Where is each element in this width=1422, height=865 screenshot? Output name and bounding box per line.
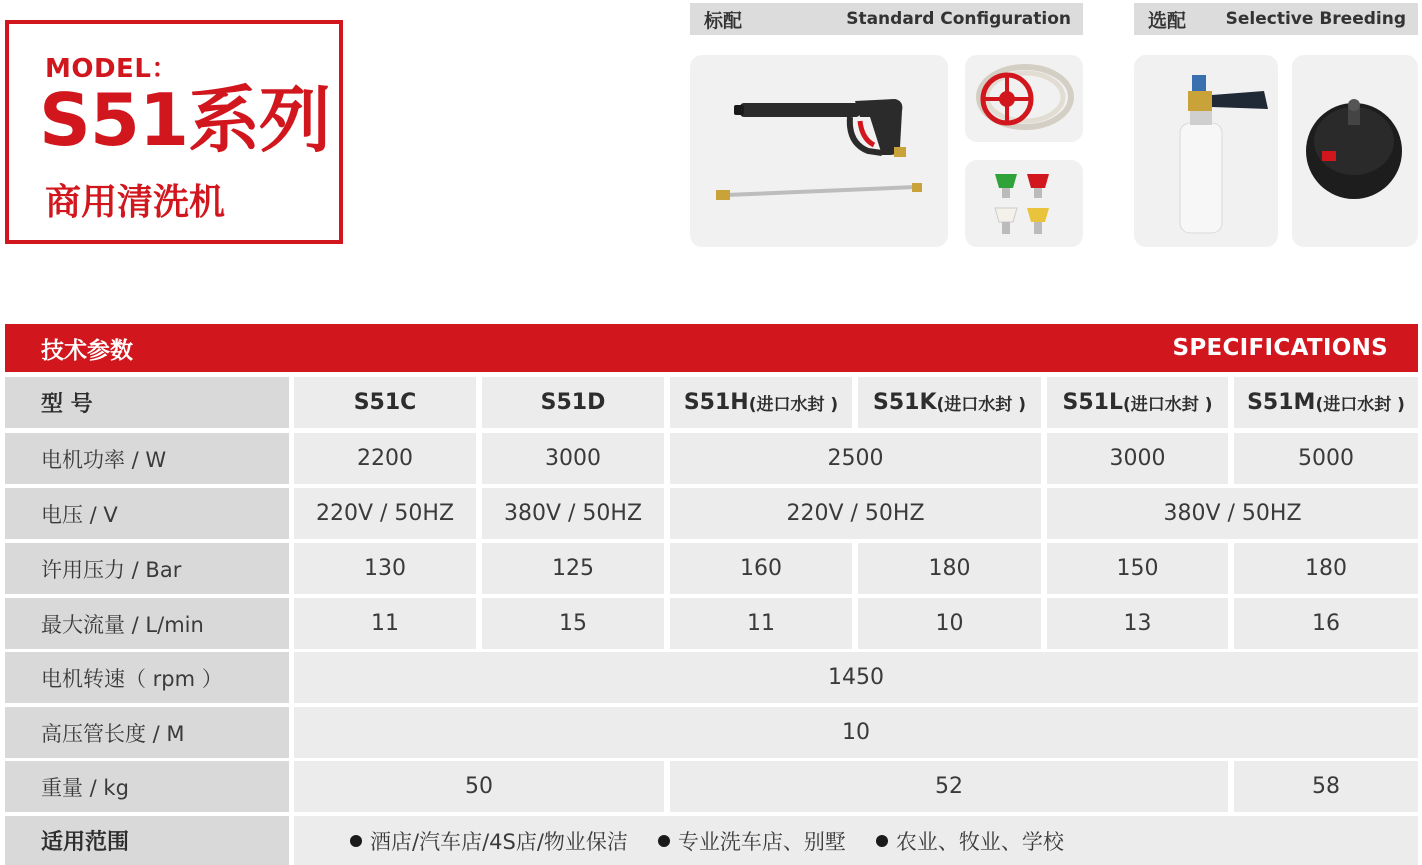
spec-power-s51m: 5000 xyxy=(1234,433,1418,484)
spec-pressure-s51c: 130 xyxy=(294,543,476,594)
spec-model-s51k-name: S51K xyxy=(873,390,937,415)
spec-row-label-power: 电机功率 / W xyxy=(5,433,289,484)
standard-config-header xyxy=(690,3,1083,35)
spec-pressure-s51l: 150 xyxy=(1047,543,1228,594)
model-subtitle: 商用清洗机 xyxy=(45,182,226,223)
scope-item-text: 农业、牧业、学校 xyxy=(895,829,1064,854)
spec-voltage-s51h-s51k: 220V / 50HZ xyxy=(670,488,1041,539)
spec-model-s51k xyxy=(858,377,1041,428)
specifications-title-en: SPECIFICATIONS xyxy=(1172,335,1388,361)
spec-model-s51m-note: (进口水封 ) xyxy=(1315,395,1405,415)
spec-model-s51k-note: (进口水封 ) xyxy=(936,395,1026,415)
spec-flow-s51k: 10 xyxy=(858,598,1041,649)
spec-row-label-weight: 重量 / kg xyxy=(5,761,289,812)
hose-reel-card xyxy=(965,55,1083,142)
spec-model-s51h-note: (进口水封 ) xyxy=(748,395,839,415)
spec-power-s51d: 3000 xyxy=(482,433,664,484)
specifications-header xyxy=(5,324,1418,372)
foam-cannon-card xyxy=(1134,55,1278,247)
spec-model-s51m xyxy=(1234,377,1418,428)
spec-power-s51l: 3000 xyxy=(1047,433,1228,484)
spec-voltage-s51c: 220V / 50HZ xyxy=(294,488,476,539)
spec-row-label-voltage: 电压 / V xyxy=(5,488,289,539)
spec-row-label-hose: 高压管长度 / M xyxy=(5,707,289,758)
optional-config-cn: 选配 xyxy=(1148,9,1187,32)
model-box xyxy=(5,20,343,244)
bullet-icon xyxy=(876,835,888,847)
bullet-icon xyxy=(350,835,362,847)
foam-cannon-icon xyxy=(1134,55,1278,247)
spec-pressure-s51k: 180 xyxy=(858,543,1041,594)
bullet-icon xyxy=(658,835,670,847)
spec-pressure-s51h: 160 xyxy=(670,543,852,594)
spray-gun-card xyxy=(690,55,948,247)
spec-weight-s51m: 58 xyxy=(1234,761,1418,812)
spec-scope-list xyxy=(294,816,1418,865)
standard-config-en: Standard Configuration xyxy=(846,9,1071,29)
spec-weight-s51h-s51l: 52 xyxy=(670,761,1228,812)
model-name: S51系列 xyxy=(39,78,331,162)
standard-config-cn: 标配 xyxy=(704,9,743,32)
spec-power-s51h-s51k: 2500 xyxy=(670,433,1041,484)
spray-gun-icon xyxy=(690,55,948,247)
hose-reel-icon xyxy=(965,55,1083,142)
spec-model-s51d: S51D xyxy=(482,377,664,428)
surface-cleaner-card xyxy=(1292,55,1418,247)
scope-item xyxy=(350,826,628,856)
scope-item xyxy=(876,826,1064,856)
specifications-title-cn: 技术参数 xyxy=(41,337,133,364)
nozzles-card xyxy=(965,160,1083,247)
spec-flow-s51h: 11 xyxy=(670,598,852,649)
spec-speed-all: 1450 xyxy=(294,652,1418,703)
spec-row-label-model: 型 号 xyxy=(5,377,289,428)
spec-model-s51l-name: S51L xyxy=(1062,390,1123,415)
spec-model-s51h-name: S51H xyxy=(683,390,749,415)
spec-model-s51l xyxy=(1047,377,1228,428)
optional-config-en: Selective Breeding xyxy=(1225,9,1406,29)
spec-row-label-scope: 适用范围 xyxy=(5,816,289,865)
spec-row-label-pressure: 许用压力 / Bar xyxy=(5,543,289,594)
optional-config-header xyxy=(1134,3,1418,35)
spec-voltage-s51d: 380V / 50HZ xyxy=(482,488,664,539)
spec-model-s51m-name: S51M xyxy=(1247,390,1316,415)
nozzles-icon xyxy=(965,160,1083,247)
spec-model-s51c: S51C xyxy=(294,377,476,428)
spec-flow-s51l: 13 xyxy=(1047,598,1228,649)
spec-power-s51c: 2200 xyxy=(294,433,476,484)
surface-cleaner-icon xyxy=(1292,55,1418,247)
scope-item xyxy=(658,826,846,856)
scope-item-text: 专业洗车店、别墅 xyxy=(677,829,846,854)
spec-flow-s51c: 11 xyxy=(294,598,476,649)
spec-row-label-speed: 电机转速（ rpm ） xyxy=(5,652,289,703)
spec-model-s51h xyxy=(670,377,852,428)
spec-pressure-s51d: 125 xyxy=(482,543,664,594)
spec-weight-s51c-s51d: 50 xyxy=(294,761,664,812)
model-label: MODEL： xyxy=(45,54,178,84)
scope-item-text: 酒店/汽车店/4S店/物业保洁 xyxy=(370,829,628,854)
spec-model-s51l-note: (进口水封 ) xyxy=(1123,395,1213,415)
spec-row-label-flow: 最大流量 / L/min xyxy=(5,598,289,649)
spec-flow-s51d: 15 xyxy=(482,598,664,649)
spec-voltage-s51l-s51m: 380V / 50HZ xyxy=(1047,488,1418,539)
spec-pressure-s51m: 180 xyxy=(1234,543,1418,594)
spec-flow-s51m: 16 xyxy=(1234,598,1418,649)
spec-hose-all: 10 xyxy=(294,707,1418,758)
